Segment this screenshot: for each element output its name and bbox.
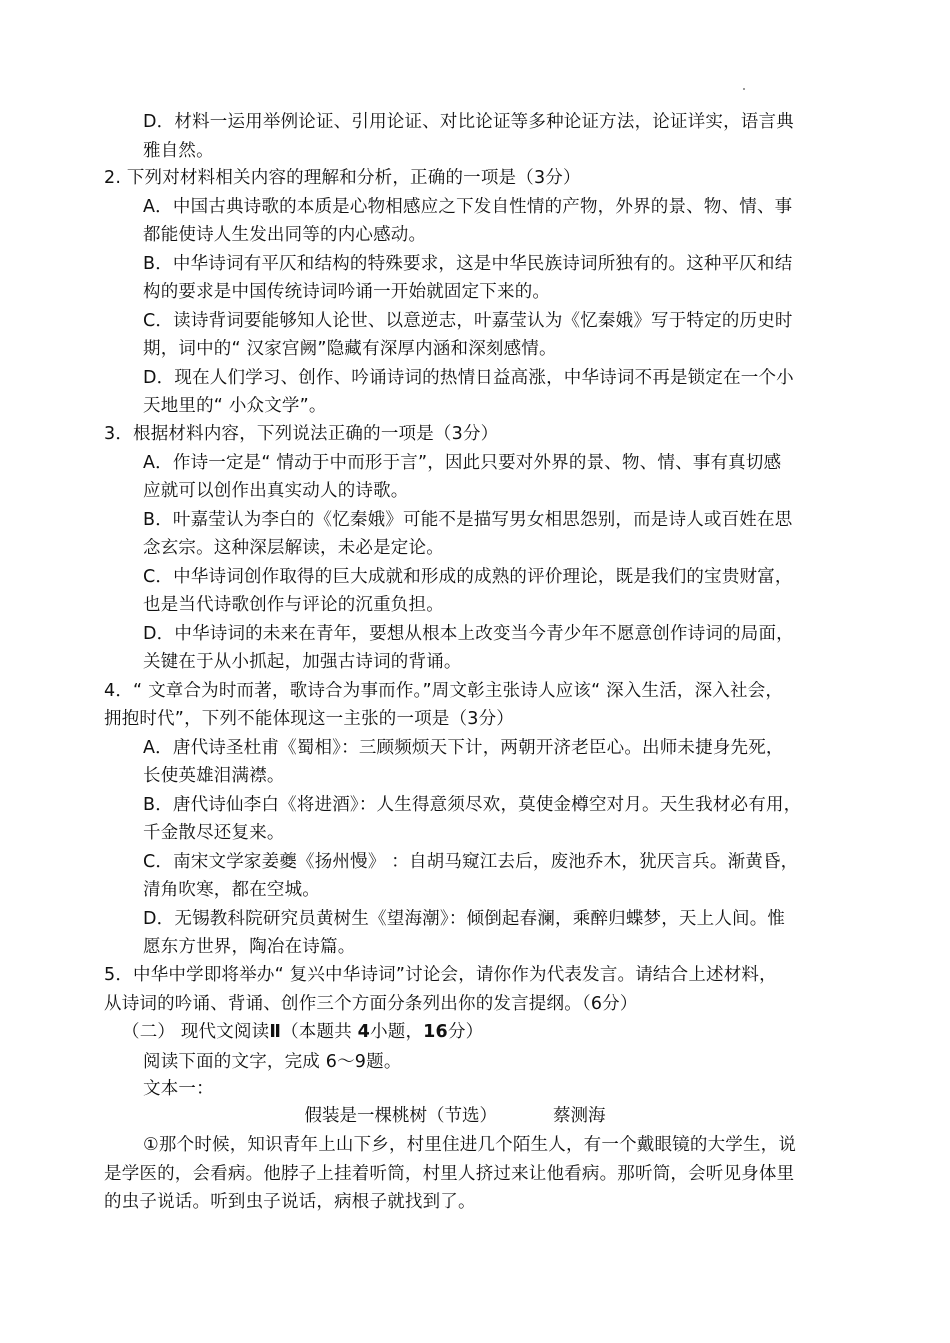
q3-option-c-line2: 也是当代诗歌创作与评论的沉重负担。 — [143, 595, 444, 615]
text-one-label: 文本一： — [143, 1079, 214, 1099]
section-heading-roman: Ⅱ — [269, 1022, 282, 1042]
section-heading-mid2: 小题， — [370, 1022, 424, 1042]
passage-title-line — [0, 1104, 930, 1128]
section-heading-score: 16 — [423, 1022, 448, 1042]
q3-option-b-line1: B．叶嘉莹认为李白的《忆秦娥》可能不是描写男女相思怨别，而是诗人或百姓在思 — [143, 510, 793, 530]
q4-option-c-line2: 清角吹寒，都在空城。 — [143, 880, 320, 900]
q2-option-a-line2: 都能使诗人生发出同等的内心感动。 — [143, 225, 427, 245]
section-heading-mid1: （本题共 — [281, 1022, 358, 1042]
q3-option-a-line2: 应就可以创作出真实动人的诗歌。 — [143, 481, 409, 501]
q2-option-d-line2: 天地里的“ 小众文学”。 — [143, 396, 327, 416]
q3-option-c-line1: C．中华诗词创作取得的巨大成就和形成的成熟的评价理论，既是我们的宝贵财富， — [143, 567, 793, 587]
q2-option-d-line1: D．现在人们学习、创作、吟诵诗词的热情日益高涨，中华诗词不再是锁定在一个小 — [143, 368, 794, 388]
q2-option-c-line2: 期，词中的“ 汉家宫阙”隐藏有深厚内涵和深刻感情。 — [143, 339, 557, 359]
q4-option-a-line2: 长使英雄泪满襟。 — [143, 766, 285, 786]
q2-option-b-line1: B．中华诗词有平仄和结构的特殊要求，这是中华民族诗词所独有的。这种平仄和结 — [143, 254, 793, 274]
section-heading — [122, 1020, 483, 1044]
passage-title: 假装是一棵桃树（节选） — [304, 1106, 497, 1126]
passage-paragraph1-line1: ①那个时候，知识青年上山下乡，村里住进几个陌生人，有一个戴眼镜的大学生，说 — [143, 1135, 797, 1155]
section-heading-suffix: 分） — [447, 1022, 484, 1042]
q3-stem: 3．根据材料内容，下列说法正确的一项是（3分） — [104, 424, 499, 444]
q4-option-a-line1: A．唐代诗圣杜甫《蜀相》：三顾频烦天下计，两朝开济老臣心。出师未捷身先死， — [143, 738, 784, 758]
q4-stem-line1: 4．“ 文章合为时而著，歌诗合为事而作。”周文彰主张诗人应该“ 深入生活，深入社会， — [104, 681, 784, 701]
q4-option-b-line1: B．唐代诗仙李白《将进酒》：人生得意须尽欢，莫使金樽空对月。天生我材必有用， — [143, 795, 802, 815]
q4-stem-line2: 拥抱时代”，下列不能体现这一主张的一项是（3分） — [104, 709, 514, 729]
q4-option-c-line1: C．南宋文学家姜夔《扬州慢》 ：自胡马窥江去后，废池乔木，犹厌言兵。渐黄昏， — [143, 852, 799, 872]
q2-option-b-line2: 构的要求是中国传统诗词吟诵一开始就固定下来的。 — [143, 282, 551, 302]
passage-paragraph1-line2: 是学医的，会看病。他脖子上挂着听筒，村里人挤过来让他看病。那听筒，会听见身体里 — [104, 1164, 795, 1184]
q3-option-d-line2: 关键在于从小抓起，加强古诗词的背诵。 — [143, 652, 462, 672]
q3-option-b-line2: 念玄宗。这种深层解读，未必是定论。 — [143, 538, 444, 558]
reading-instruction: 阅读下面的文字，完成 6～9题。 — [143, 1052, 402, 1072]
q1-option-d-line2: 雅自然。 — [143, 141, 214, 161]
q4-option-d-line1: D．无锡教科院研究员黄树生《望海潮》：倾倒起春澜，乘醉归蝶梦，天上人间。惟 — [143, 909, 786, 929]
scan-speck — [743, 88, 745, 90]
q2-option-c-line1: C．读诗背词要能够知人论世、以意逆志，叶嘉莹认为《忆秦娥》写于特定的历史时 — [143, 311, 793, 331]
q5-stem-line1: 5．中华中学即将举办“ 复兴中华诗词”讨论会，请你作为代表发言。请结合上述材料， — [104, 965, 777, 985]
q3-option-a-line1: A．作诗一定是“ 情动于中而形于言”，因此只要对外界的景、物、情、事有真切感 — [143, 453, 782, 473]
q1-option-d-line1: D．材料一运用举例论证、引用论证、对比论证等多种论证方法，论证详实，语言典 — [143, 112, 794, 132]
q5-stem-line2: 从诗词的吟诵、背诵、创作三个方面分条列出你的发言提纲。（6分） — [104, 994, 638, 1014]
q4-option-d-line2: 愿东方世界，陶冶在诗篇。 — [143, 937, 356, 957]
section-heading-prefix: （二） 现代文阅读 — [122, 1022, 270, 1042]
q2-stem: 2. 下列对材料相关内容的理解和分析，正确的一项是（3分） — [104, 168, 581, 188]
section-heading-count: 4 — [357, 1022, 371, 1042]
passage-author: 蔡测海 — [553, 1106, 606, 1126]
q3-option-d-line1: D．中华诗词的未来在青年，要想从根本上改变当今青少年不愿意创作诗词的局面， — [143, 624, 794, 644]
q4-option-b-line2: 千金散尽还复来。 — [143, 823, 285, 843]
q2-option-a-line1: A．中国古典诗歌的本质是心物相感应之下发自性情的产物，外界的景、物、情、事 — [143, 197, 793, 217]
passage-paragraph1-line3: 的虫子说话。听到虫子说话，病根子就找到了。 — [104, 1192, 476, 1212]
